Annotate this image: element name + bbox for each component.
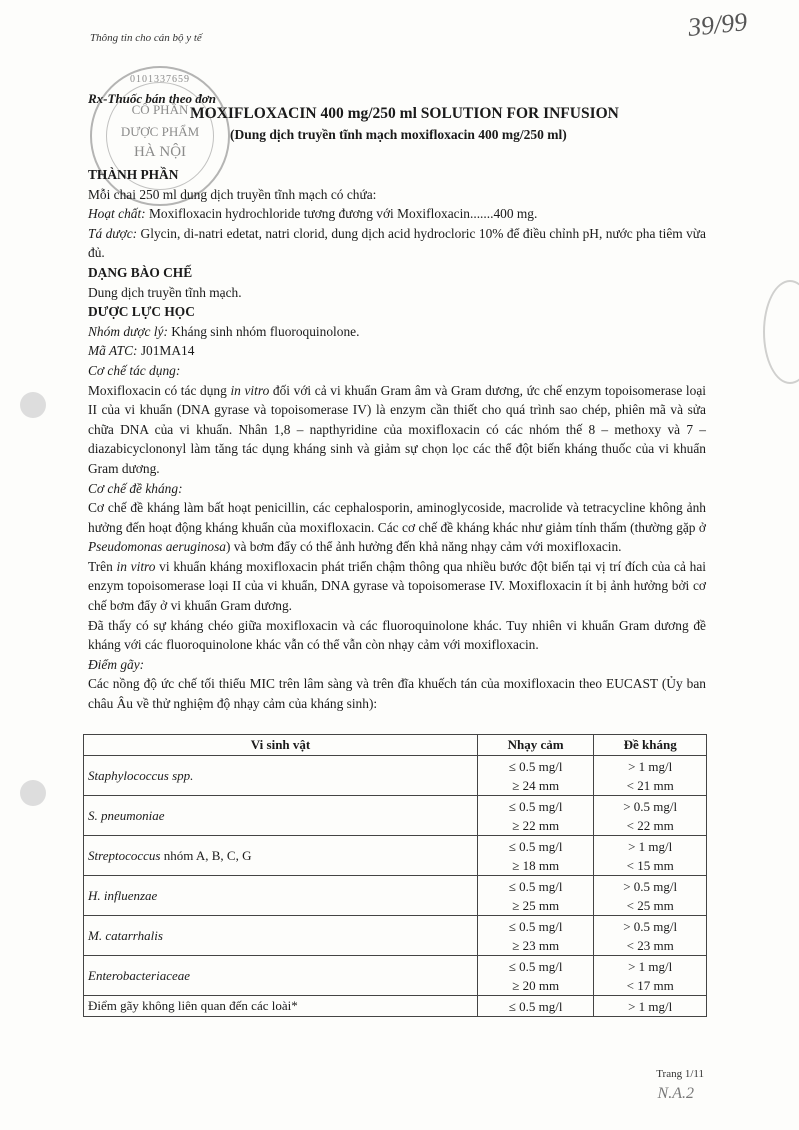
document-body	[88, 165, 706, 714]
mic-value: ≤ 0.5 mg/l	[508, 838, 563, 854]
resistance-paragraph-1	[88, 498, 706, 557]
table-row	[84, 756, 707, 796]
resistance-label: Cơ chế đề kháng:	[88, 480, 183, 496]
res1-text-a: Cơ chế đề kháng làm bất hoạt penicillin, các cephalosporin, aminoglycoside, macrolide và tetracycline không ảnh hưởng đến hoạt động kháng khuẩn của moxifloxacin. Các cơ chế đề kháng khác như giảm tính thấm (thường gặp ở	[88, 500, 706, 535]
organism-cell	[84, 836, 478, 876]
table-row	[84, 836, 707, 876]
res2-text-a: Trên	[88, 558, 117, 574]
punch-hole	[20, 392, 46, 418]
document-title: MOXIFLOXACIN 400 mg/250 ml SOLUTION FOR INFUSION	[190, 105, 619, 122]
res2-text-c: vi khuẩn kháng moxifloxacin phát triển chậm thông qua nhiều bước đột biến tại vị trí đích của cả hai enzym topoisomerase loại II của vi khuẩn, DNA gyrase và topoisomerase IV. Moxifloxacin ít bị ảnh hưởng bởi cơ chế bơm đẩy ở vi khuẩn Gram dương.	[88, 558, 707, 614]
mech-text-b: in vitro	[230, 382, 270, 398]
organism-cell: M. catarrhalis	[84, 916, 478, 956]
zone-value: < 15 mm	[626, 857, 674, 873]
res1-text-b: Pseudomonas aeruginosa	[88, 539, 226, 555]
mic-value: ≤ 0.5 mg/l	[508, 758, 563, 774]
table-row	[84, 796, 707, 836]
header-resistant: Đề kháng	[594, 735, 707, 756]
resistant-cell	[594, 916, 707, 956]
zone-value: ≥ 23 mm	[512, 937, 560, 953]
organism-cell: H. influenzae	[84, 876, 478, 916]
active-text: Moxifloxacin hydrochloride tương đương với Moxifloxacin.......400 mg.	[145, 206, 538, 222]
header-note: Thông tin cho cán bộ y tế	[90, 32, 202, 44]
susceptible-cell	[478, 796, 594, 836]
mic-value: > 0.5 mg/l	[623, 798, 678, 814]
susceptible-cell	[478, 756, 594, 796]
mechanism-paragraph	[88, 381, 706, 479]
pharmacodynamics-heading: DƯỢC LỰC HỌC	[88, 304, 195, 320]
zone-value: ≥ 22 mm	[512, 817, 560, 833]
mic-breakpoint-table	[83, 734, 707, 1017]
breakpoint-text: Các nồng độ ức chế tối thiểu MIC trên lâm sàng và trên đĩa khuếch tán của moxifloxacin theo EUCAST (Ủy ban châu Âu về thử nghiệm độ nhạy cảm của kháng sinh):	[88, 676, 706, 712]
initials-signature: N.A.2	[657, 1085, 694, 1102]
organism-cell: Điểm gãy không liên quan đến các loài*	[84, 996, 478, 1017]
zone-value: < 23 mm	[626, 937, 674, 953]
excipients	[88, 224, 706, 263]
organism-genus: Streptococcus	[88, 847, 161, 863]
resistant-cell	[594, 796, 707, 836]
susceptible-cell	[478, 956, 594, 996]
handwritten-page-count: 39/99	[686, 6, 749, 43]
zone-value: < 21 mm	[626, 777, 674, 793]
organism-cell: Staphylococcus spp.	[84, 756, 478, 796]
mic-value: ≤ 0.5 mg/l	[508, 878, 563, 894]
mech-text-a: Moxifloxacin có tác dụng	[88, 382, 231, 398]
atc-code	[88, 341, 706, 361]
susceptible-cell	[478, 876, 594, 916]
active-ingredient	[88, 204, 706, 224]
excipient-label: Tá dược:	[88, 225, 138, 241]
mic-value: > 1 mg/l	[628, 958, 673, 974]
resistance-paragraph-3: Đã thấy có sự kháng chéo giữa moxifloxacin và các fluoroquinolone khác. Tuy nhiên vi khuẩn Gram dương đề kháng với các fluoroquinolone khác vẫn có thể vẫn còn nhạy cảm với moxifloxacin.	[88, 617, 706, 653]
mic-value: ≤ 0.5 mg/l	[508, 798, 563, 814]
zone-value: ≥ 20 mm	[512, 977, 560, 993]
organism-groups: nhóm A, B, C, G	[160, 847, 252, 863]
group-label: Nhóm dược lý:	[88, 323, 168, 339]
stamp-line-2: CÔ PHẦN	[131, 102, 189, 117]
res2-text-b: in vitro	[116, 558, 156, 574]
active-label: Hoạt chất:	[88, 206, 146, 222]
mic-value: ≤ 0.5 mg/l	[508, 918, 563, 934]
organism-cell: Enterobacteriaceae	[84, 956, 478, 996]
resistance-paragraph-2	[88, 557, 706, 616]
susceptible-cell: ≤ 0.5 mg/l	[478, 996, 594, 1017]
header-susceptible: Nhạy cảm	[478, 735, 594, 756]
mic-value: ≤ 0.5 mg/l	[508, 958, 563, 974]
pharmacological-group	[88, 322, 706, 342]
table-row	[84, 956, 707, 996]
zone-value: ≥ 18 mm	[512, 857, 560, 873]
atc-text: J01MA14	[137, 343, 195, 359]
stamp-line-3: DƯỢC PHẨM	[120, 124, 200, 139]
punch-hole	[20, 780, 46, 806]
document-subtitle: (Dung dịch truyền tĩnh mạch moxifloxacin 400 mg/250 ml)	[230, 127, 567, 142]
zone-value: ≥ 24 mm	[512, 777, 560, 793]
zone-value: ≥ 25 mm	[512, 897, 560, 913]
composition-intro: Mỗi chai 250 ml dung dịch truyền tĩnh mạch có chứa:	[88, 186, 377, 202]
organism-cell: S. pneumoniae	[84, 796, 478, 836]
page-number: Trang 1/11	[656, 1068, 704, 1080]
resistant-cell	[594, 956, 707, 996]
resistant-cell	[594, 836, 707, 876]
stamp-line-4: HÀ NỘI	[133, 144, 187, 160]
zone-value: < 22 mm	[626, 817, 674, 833]
table-header-row	[84, 735, 707, 756]
mechanism-label: Cơ chế tác dụng:	[88, 362, 181, 378]
atc-label: Mã ATC:	[88, 343, 138, 359]
side-stamp-mark	[763, 280, 799, 384]
table-row	[84, 996, 707, 1017]
table-row	[84, 876, 707, 916]
zone-value: < 25 mm	[626, 897, 674, 913]
mic-value: > 0.5 mg/l	[623, 878, 678, 894]
prescription-note: Rx-Thuốc bán theo đơn	[88, 91, 216, 106]
table-row	[84, 916, 707, 956]
mic-value: > 0.5 mg/l	[623, 918, 678, 934]
mic-value: > 1 mg/l	[628, 758, 673, 774]
res1-text-c: ) và bơm đẩy có thể ảnh hưởng đến khả năng nhạy cảm với moxifloxacin.	[226, 539, 622, 555]
susceptible-cell	[478, 916, 594, 956]
zone-value: < 17 mm	[626, 977, 674, 993]
resistant-cell: > 1 mg/l	[594, 996, 707, 1017]
dosage-form-heading: DẠNG BÀO CHẾ	[88, 264, 193, 280]
breakpoint-label: Điểm gãy:	[88, 656, 145, 672]
stamp-line-1: 0101337659	[130, 74, 190, 85]
excipient-text: Glycin, di-natri edetat, natri clorid, dung dịch acid hydrocloric 10% để điều chỉnh pH, nước pha tiêm vừa đủ.	[88, 225, 706, 261]
mic-value: > 1 mg/l	[628, 838, 673, 854]
resistant-cell	[594, 756, 707, 796]
dosage-form-text: Dung dịch truyền tĩnh mạch.	[88, 284, 242, 300]
susceptible-cell	[478, 836, 594, 876]
header-organism: Vi sinh vật	[84, 735, 478, 756]
group-text: Kháng sinh nhóm fluoroquinolone.	[167, 323, 360, 339]
mech-text-c: đối với cả vi khuẩn Gram âm và Gram dương, ức chế enzym topoisomerase loại II của vi khuẩn (DNA gyrase và topoisomerase IV) là enzym cần thiết cho quá trình sao chép, phiên mã và sửa chữa DNA của vi khuẩn. Nhân 1,8 – napthyridine của moxifloxacin có các nhóm thế 8 – methoxy và 7 – diazabicyclononyl làm tăng tác dụng kháng sinh và giảm sự chọn lọc các thể đột biến kháng thuốc của vi khuẩn Gram dương.	[88, 382, 706, 476]
resistant-cell	[594, 876, 707, 916]
composition-heading: THÀNH PHẦN	[88, 167, 179, 182]
